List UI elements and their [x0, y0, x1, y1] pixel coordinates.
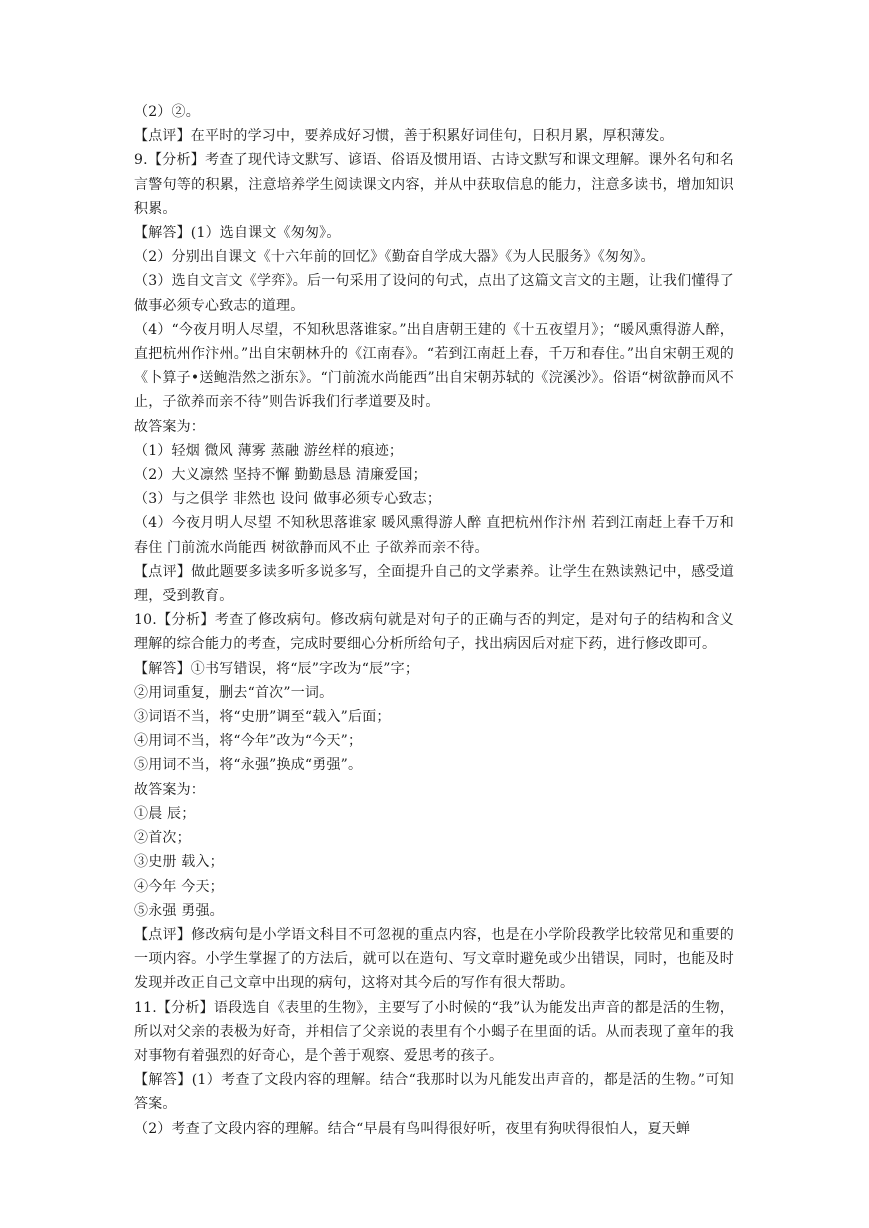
answer-q9-1: （1）轻烟 微风 薄雾 蒸融 游丝样的痕迹； — [134, 442, 404, 459]
solution-q11-1: 【解答】(1）考查了文段内容的理解。结合“我那时以为凡能发出声音的，都是活的生物。”可知答案。 — [134, 1072, 734, 1113]
analysis-q10: 10.【分析】考查了修改病句。修改病句就是对句子的正确与否的判定，是对句子的结构和含义理解的综合能力的考查，完成时要细心分析所给句子，找出病因后对症下药，进行修改即可。 — [134, 612, 734, 653]
analysis-q9: 9.【分析】考查了现代诗文默写、谚语、俗语及惯用语、古诗文默写和课文理解。课外名句和名言警句等的积累，注意培养学生阅读课文内容，并从中获取信息的能力，注意多读书，增加知识积累。 — [134, 152, 734, 217]
solution-q10-2: ②用词重复，删去“首次”一词。 — [134, 684, 334, 701]
answer-line-q8-2: （2）②。 — [134, 104, 200, 120]
document-body — [134, 100, 734, 1141]
answer-heading-q10: 故答案为： — [134, 781, 205, 798]
answer-q10-1: ①晨 辰； — [134, 805, 196, 822]
solution-q10-4: ④用词不当，将“今年”改为“今天”； — [134, 733, 363, 750]
comment-q8: 【点评】在平时的学习中，要养成好习惯，善于积累好词佳句，日积月累，厚积薄发。 — [134, 128, 674, 145]
comment-q10: 【点评】修改病句是小学语文科目不可忽视的重点内容，也是在小学阶段教学比较常见和重要的一项内容。小学生掌握了的方法后，就可以在造句、写文章时避免或少出错误，同时，也能及时发现并改正自己文章中出现的病句，这将对其今后的写作有很大帮助。 — [134, 926, 734, 992]
answer-heading-q9: 故答案为： — [134, 418, 205, 435]
solution-q11-2: （2）考查了文段内容的理解。结合“早晨有鸟叫得很好听，夜里有狗吠得很怕人，夏天蝉 — [134, 1120, 691, 1137]
solution-q9-1: 【解答】(1）选自课文《匆匆》。 — [134, 225, 341, 242]
solution-q9-2: （2）分别出自课文《十六年前的回忆》《勤奋自学成大器》《为人民服务》《匆匆》。 — [134, 249, 655, 266]
answer-q9-3: （3）与之俱学 非然也 设问 做事必须专心致志； — [134, 491, 442, 508]
solution-q10-3: ③词语不当，将“史册”调至“载入”后面； — [134, 709, 391, 726]
answer-q10-2: ②首次； — [134, 830, 191, 847]
solution-q9-4: （4）“今夜月明人尽望，不知秋思落谁家。”出自唐朝王建的《十五夜望月》；“暖风熏得游人醉，直把杭州作汴州。”出自宋朝林升的《江南春》。“若到江南赶上春，千万和春住。”出自宋朝王观的《卜算子•送鲍浩然之浙东》。“门前流水尚能西”出自宋朝苏轼的《浣溪沙》。俗语“树欲静而风不止，子欲养而亲不待”则告诉我们行孝道要及时。 — [134, 321, 734, 411]
solution-q10-1: 【解答】①书写错误，将“辰”字改为“辰”字； — [134, 660, 420, 677]
analysis-q11: 11.【分析】语段选自《表里的生物》，主要写了小时候的“我”认为能发出声音的都是活的生物，所以对父亲的表极为好奇，并相信了父亲说的表里有个小蝎子在里面的话。从而表现了童年的我对事物有着强烈的好奇心，是个善于观察、爱思考的孩子。 — [134, 999, 734, 1064]
answer-q9-2: （2）大义凛然 坚持不懈 勤勤恳恳 清廉爱国； — [134, 467, 427, 484]
comment-q9: 【点评】做此题要多读多听多说多写，全面提升自己的文学素养。让学生在熟读熟记中，感受道理，受到教育。 — [134, 563, 734, 605]
answer-q10-3: ③史册 载入； — [134, 854, 224, 871]
answer-q10-5: ⑤永强 勇强。 — [134, 902, 224, 919]
solution-q10-5: ⑤用词不当，将“永强”换成“勇强”。 — [134, 757, 363, 774]
answer-q10-4: ④今年 今天； — [134, 878, 224, 895]
answer-q9-4: （4）今夜月明人尽望 不知秋思落谁家 暖风熏得游人醉 直把杭州作汴州 若到江南赶上春千万和春住 门前流水尚能西 树欲静而风不止 子欲养而亲不待。 — [134, 515, 734, 556]
solution-q9-3: （3）选自文言文《学弈》。后一句采用了设问的句式，点出了这篇文言文的主题，让我们懂得了做事必须专心致志的道理。 — [134, 273, 734, 314]
